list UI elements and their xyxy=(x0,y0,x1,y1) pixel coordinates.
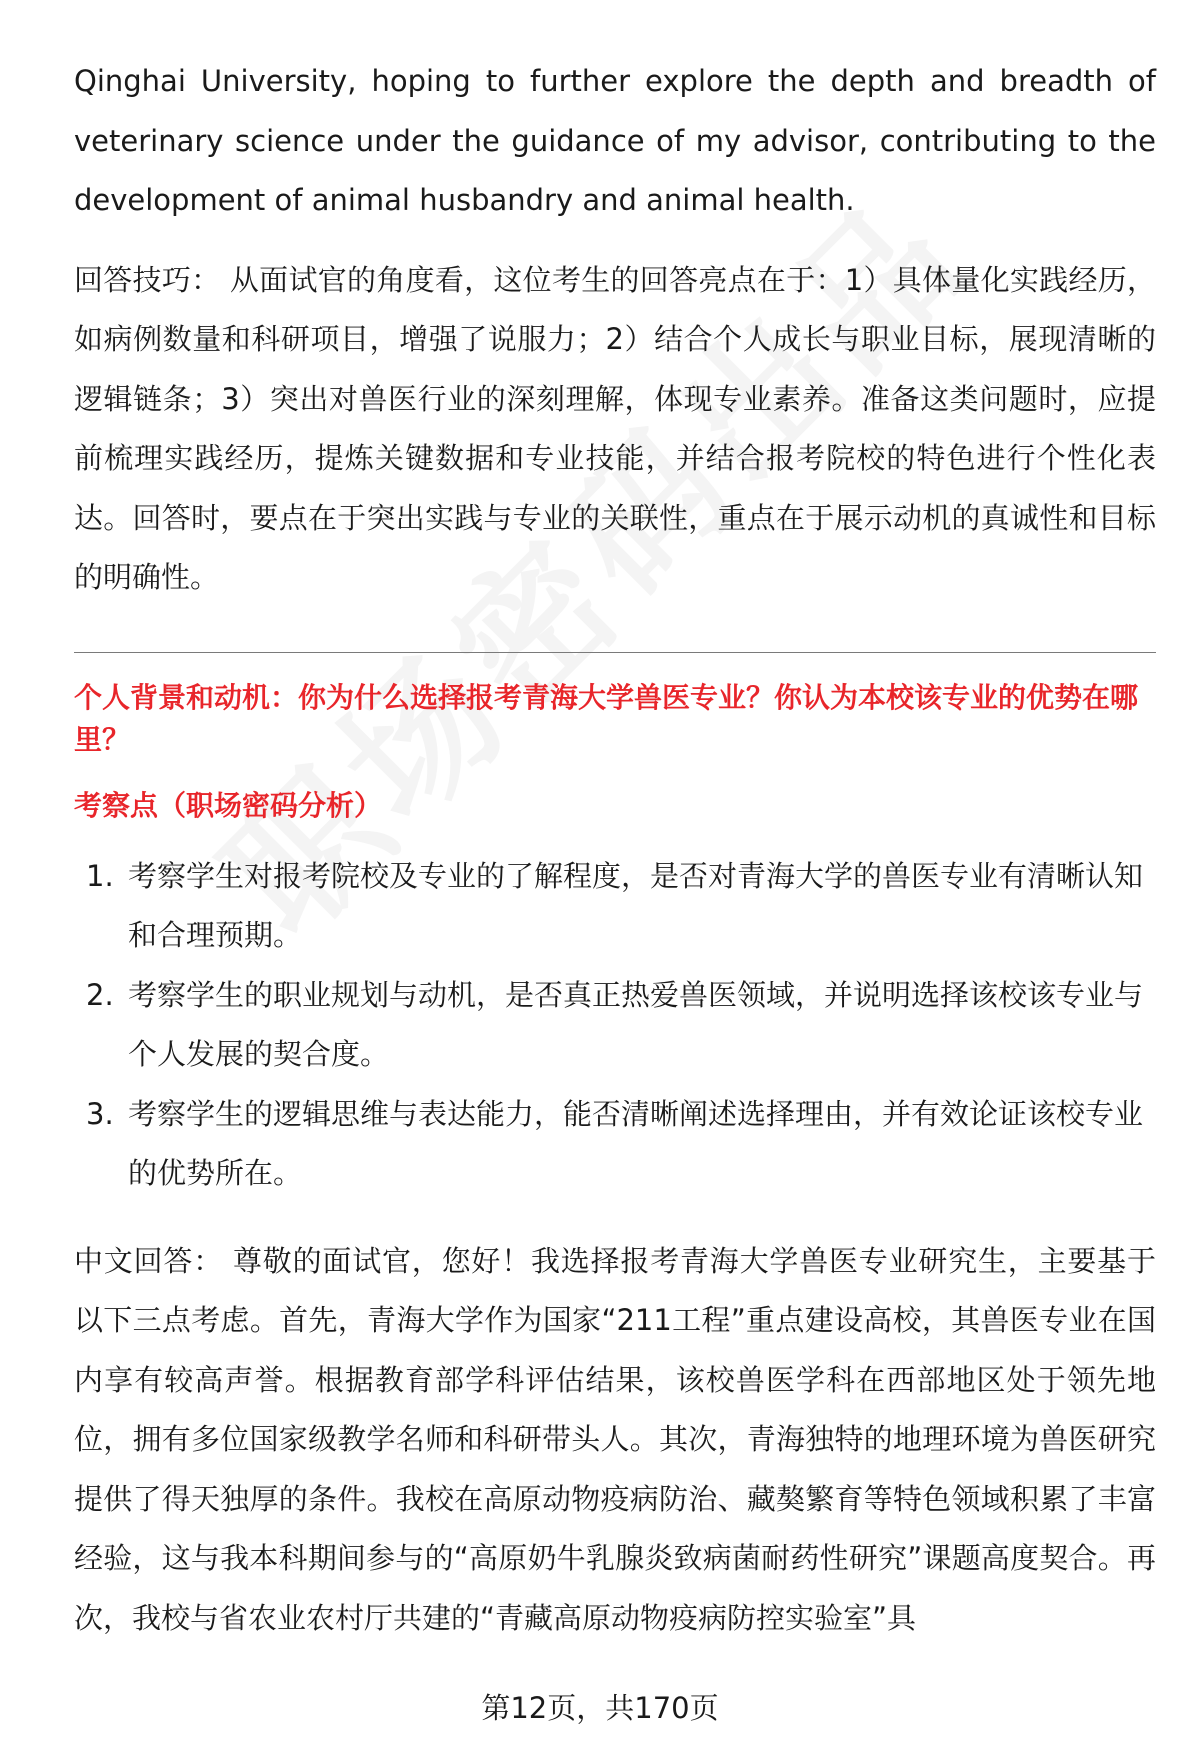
chinese-answer-paragraph: 中文回答： 尊敬的面试官，您好！我选择报考青海大学兽医专业研究生，主要基于以下三点考虑。首先，青海大学作为国家“211工程”重点建设高校，其兽医专业在国内享有较高声誉。根据教育部学科评估结果，该校兽医学科在西部地区处于领先地位，拥有多位国家级教学名师和科研带头人。其次，青海独特的地理环境为兽医研究提供了得天独厚的条件。我校在高原动物疫病防治、藏獒繁育等特色领域积累了丰富经验，这与我本科期间参与的“高原奶牛乳腺炎致病菌耐药性研究”课题高度契合。再次，我校与省农业农村厅共建的“青藏高原动物疫病防控实验室”具 xyxy=(74,1243,1156,1635)
list-item xyxy=(74,966,1156,1085)
list-item-text: 考察学生对报考院校及专业的了解程度，是否对青海大学的兽医专业有清晰认知和合理预期。 xyxy=(128,858,1144,952)
list-number: 1. xyxy=(86,858,114,893)
page-footer: 第12页，共170页 xyxy=(481,1691,719,1725)
document-page xyxy=(74,52,1156,1648)
list-item-text: 考察学生的职业规划与动机，是否真正热爱兽医领域，并说明选择该校该专业与个人发展的契合度。 xyxy=(128,977,1144,1071)
english-answer-paragraph: Qinghai University, hoping to further explore the depth and breadth of veterinary science under the guidance of my advisor, contributing to the development of animal husbandry and animal health. xyxy=(74,64,1156,217)
section-divider xyxy=(74,652,1156,653)
question-heading: 个人背景和动机：你为什么选择报考青海大学兽医专业？你认为本校该专业的优势在哪里？ xyxy=(74,680,1139,756)
list-number: 2. xyxy=(86,977,114,1012)
list-item xyxy=(74,1085,1156,1204)
list-item xyxy=(74,847,1156,966)
list-item-text: 考察学生的逻辑思维与表达能力，能否清晰阐述选择理由，并有效论证该校专业的优势所在。 xyxy=(128,1096,1144,1190)
answer-tips-paragraph: 回答技巧： 从面试官的角度看，这位考生的回答亮点在于：1）具体量化实践经历，如病例数量和科研项目，增强了说服力；2）结合个人成长与职业目标，展现清晰的逻辑链条；3）突出对兽医行业的深刻理解，体现专业素养。准备这类问题时，应提前梳理实践经历，提炼关键数据和专业技能，并结合报考院校的特色进行个性化表达。回答时，要点在于突出实践与专业的关联性，重点在于展示动机的真诚性和目标的明确性。 xyxy=(74,262,1156,594)
exam-points-list xyxy=(74,847,1156,1204)
exam-points-heading: 考察点（职场密码分析） xyxy=(74,788,383,822)
list-number: 3. xyxy=(86,1096,114,1131)
